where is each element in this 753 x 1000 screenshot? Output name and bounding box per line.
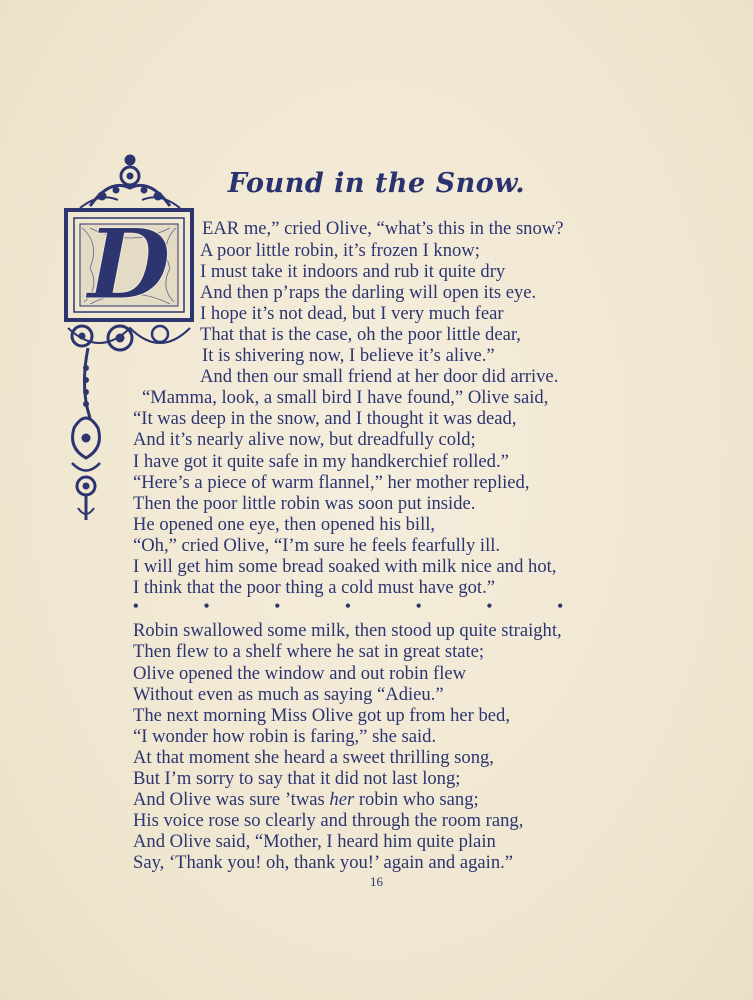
section-separator	[133, 598, 563, 616]
poem-line: And then p’raps the darling will open its eye.	[200, 282, 537, 303]
poem-line: And Olive said, “Mother, I heard him quite plain	[133, 831, 496, 852]
page-number: 16	[370, 874, 383, 889]
separator-dot: •	[345, 598, 351, 615]
poem-line: I have got it quite safe in my handkerchief rolled.”	[133, 451, 509, 472]
separator-dot: •	[203, 598, 210, 615]
separator-dot: •	[486, 598, 493, 615]
poem-line: The next morning Miss Olive got up from her bed,	[133, 705, 510, 726]
poem-line: He opened one eye, then opened his bill,	[133, 514, 436, 535]
poem-line-her	[133, 789, 479, 810]
poem-title: Found in the Snow.	[227, 168, 526, 199]
poem-line: But I’m sorry to say that it did not last long;	[133, 768, 461, 789]
poem-line: “Oh,” cried Olive, “I’m sure he feels fearfully ill.	[133, 535, 501, 556]
poem-line: Say, ‘Thank you! oh, thank you!’ again and again.”	[133, 852, 514, 873]
poem-line: A poor little robin, it’s frozen I know;	[200, 240, 480, 261]
poem-line-part: And Olive was sure ’twas	[133, 789, 330, 810]
poem-line-part: robin who sang;	[354, 789, 479, 810]
poem-line: I think that the poor thing a cold must have got.”	[133, 577, 495, 598]
poem-line: Then the poor little robin was soon put inside.	[133, 493, 476, 514]
separator-dot: •	[133, 598, 139, 615]
separator-dot: •	[274, 598, 281, 615]
poem-line: And then our small friend at her door did arrive.	[200, 366, 559, 387]
poem-line: I will get him some bread soaked with milk nice and hot,	[133, 556, 557, 577]
poem-line: EAR me,” cried Olive, “what’s this in the snow?	[202, 218, 564, 239]
poem-line: And it’s nearly alive now, but dreadfully cold;	[133, 429, 476, 450]
poem-line: “Here’s a piece of warm flannel,” her mother replied,	[133, 472, 530, 493]
poem-line: “Mamma, look, a small bird I have found,” Olive said,	[142, 387, 549, 408]
separator-dot: •	[557, 598, 563, 615]
poem-line: Robin swallowed some milk, then stood up quite straight,	[133, 620, 562, 641]
separator-dot: •	[415, 598, 422, 615]
poem-line: At that moment she heard a sweet thrilling song,	[133, 747, 494, 768]
poem-line: I hope it’s not dead, but I very much fear	[200, 303, 504, 324]
poem-line: Olive opened the window and out robin flew	[133, 663, 467, 684]
poem-line: “I wonder how robin is faring,” she said.	[133, 726, 437, 747]
drop-cap-letter: D	[87, 208, 171, 321]
poem-line: Without even as much as saying “Adieu.”	[133, 684, 444, 705]
emphasis-her: her	[329, 789, 355, 810]
poem-line: It is shivering now, I believe it’s alive.”	[202, 345, 495, 366]
poem-line: “It was deep in the snow, and I thought it was dead,	[133, 408, 517, 429]
poem-line: Then flew to a shelf where he sat in great state;	[133, 641, 485, 662]
poem-line: I must take it indoors and rub it quite dry	[200, 261, 506, 282]
poem-line: That that is the case, oh the poor little dear,	[200, 324, 521, 345]
poem-line: His voice rose so clearly and through the room rang,	[133, 810, 524, 831]
